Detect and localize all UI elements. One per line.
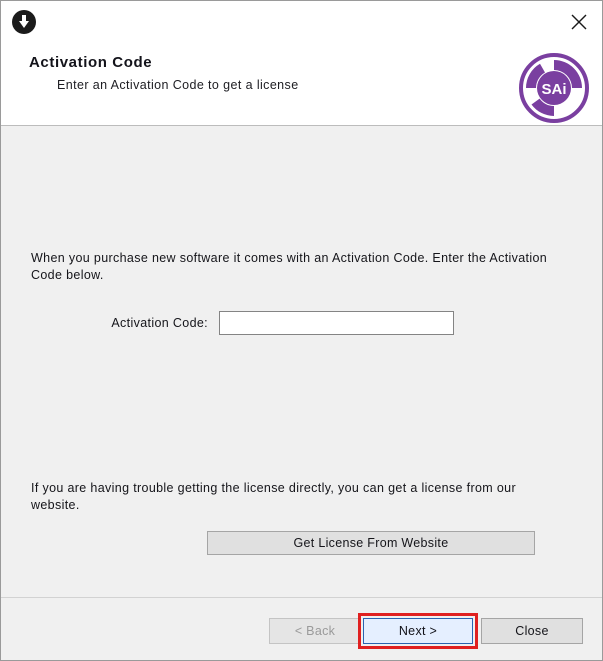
svg-text:SAi: SAi — [541, 81, 567, 98]
activation-code-row — [31, 311, 571, 335]
intro-text: When you purchase new software it comes with an Activation Code. Enter the Activation Code below. — [31, 251, 548, 282]
dialog-body — [1, 126, 602, 598]
activation-code-label: Activation Code: — [111, 316, 208, 330]
get-license-from-website-button[interactable]: Get License From Website — [207, 531, 535, 555]
title-bar — [1, 1, 602, 43]
page-title: Activation Code — [29, 54, 153, 71]
help-text: If you are having trouble getting the license directly, you can get a license from our website. — [31, 481, 516, 512]
activation-code-input[interactable] — [219, 311, 454, 335]
close-icon — [571, 14, 587, 30]
back-button[interactable]: < Back — [269, 618, 361, 644]
close-dialog-button[interactable]: Close — [481, 618, 583, 644]
close-button[interactable] — [556, 1, 602, 43]
download-circle-icon — [12, 10, 36, 34]
dialog-footer — [1, 597, 602, 660]
dialog-header — [1, 43, 602, 126]
page-subtitle: Enter an Activation Code to get a license — [57, 78, 299, 92]
next-button[interactable]: Next > — [363, 618, 473, 644]
sai-logo-icon — [518, 52, 590, 124]
